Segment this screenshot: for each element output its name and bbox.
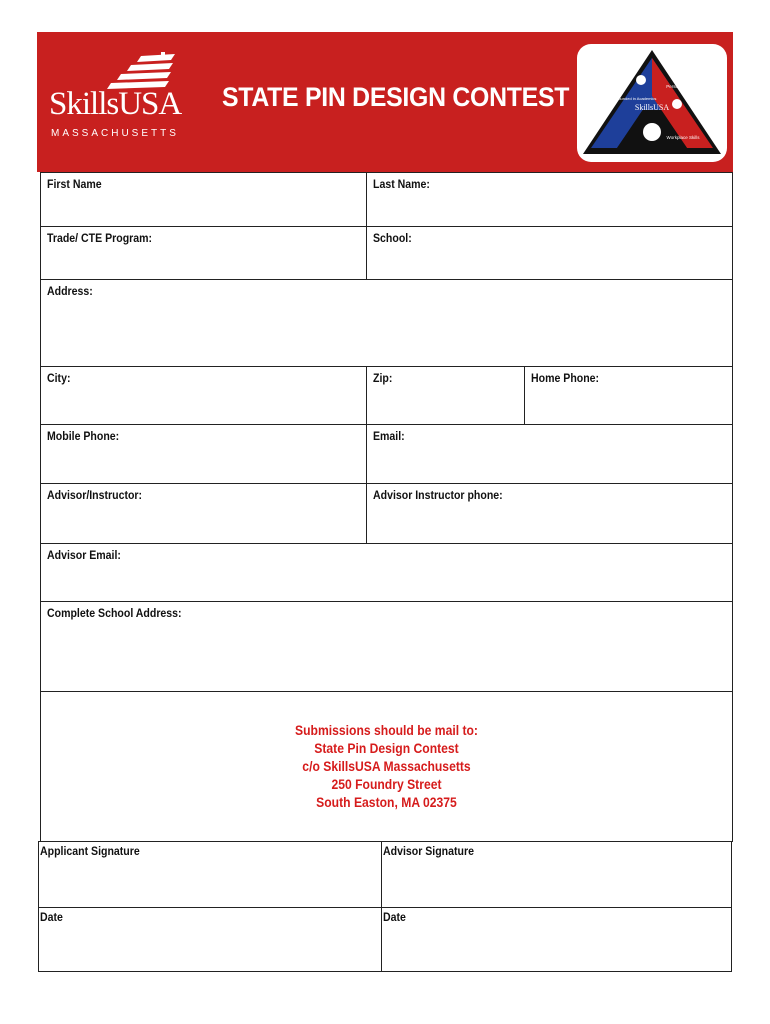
mailing-line-4: 250 Foundry Street bbox=[331, 777, 442, 792]
emblem-bottom-right-label: Workplace Skills bbox=[666, 135, 700, 140]
advisor-email-field[interactable] bbox=[41, 544, 732, 601]
advisor-date-field[interactable] bbox=[381, 908, 731, 971]
complete-school-address-field[interactable] bbox=[41, 602, 732, 691]
city-label: City: bbox=[47, 371, 71, 385]
mobile-phone-field[interactable] bbox=[41, 425, 366, 483]
mailing-line-5: South Easton, MA 02375 bbox=[316, 795, 457, 810]
applicant-signature-field[interactable] bbox=[39, 842, 381, 907]
first-name-field[interactable] bbox=[41, 173, 366, 226]
emblem-brand: SkillsUSA bbox=[634, 103, 670, 112]
zip-label: Zip: bbox=[373, 371, 393, 385]
triangle-emblem-icon bbox=[577, 44, 727, 162]
last-name-field[interactable] bbox=[366, 173, 732, 226]
page-title: STATE PIN DESIGN CONTEST bbox=[222, 82, 570, 112]
zip-field[interactable] bbox=[366, 367, 524, 424]
school-label: School: bbox=[373, 231, 412, 245]
school-field[interactable] bbox=[366, 227, 732, 279]
trade-program-field[interactable] bbox=[41, 227, 366, 279]
applicant-signature-label: Applicant Signature bbox=[40, 844, 140, 858]
last-name-label: Last Name: bbox=[373, 177, 430, 191]
skillsusa-emblem bbox=[577, 44, 727, 162]
mailing-line-2: State Pin Design Contest bbox=[314, 741, 459, 756]
advisor-phone-label: Advisor Instructor phone: bbox=[373, 488, 503, 502]
advisor-email-label: Advisor Email: bbox=[47, 548, 121, 562]
complete-school-address-label: Complete School Address: bbox=[47, 606, 182, 620]
email-label: Email: bbox=[373, 429, 405, 443]
advisor-instructor-label: Advisor/Instructor: bbox=[47, 488, 143, 502]
advisor-instructor-field[interactable] bbox=[41, 484, 366, 543]
mailing-line-1: Submissions should be mail to: bbox=[295, 723, 478, 738]
address-label: Address: bbox=[47, 284, 93, 298]
advisor-date-label: Date bbox=[383, 910, 406, 924]
mobile-phone-label: Mobile Phone: bbox=[47, 429, 120, 443]
address-field[interactable] bbox=[41, 280, 732, 366]
emblem-left-label: Technical Skills Grounded in Academics bbox=[585, 96, 657, 101]
trade-program-label: Trade/ CTE Program: bbox=[47, 231, 153, 245]
home-phone-label: Home Phone: bbox=[531, 371, 600, 385]
advisor-phone-field[interactable] bbox=[366, 484, 732, 543]
first-name-label: First Name bbox=[47, 177, 102, 191]
applicant-date-field[interactable] bbox=[39, 908, 381, 971]
signature-block bbox=[38, 841, 732, 972]
mailing-instructions bbox=[41, 692, 732, 841]
emblem-top-right-label: Personal Skills bbox=[666, 84, 696, 89]
email-field[interactable] bbox=[366, 425, 732, 483]
city-field[interactable] bbox=[41, 367, 366, 424]
advisor-signature-label: Advisor Signature bbox=[383, 844, 474, 858]
header-banner bbox=[37, 32, 733, 172]
mailing-line-3: c/o SkillsUSA Massachusetts bbox=[302, 759, 471, 774]
entry-form bbox=[40, 172, 733, 842]
brand-name: SkillsUSA bbox=[49, 86, 182, 122]
advisor-signature-field[interactable] bbox=[381, 842, 731, 907]
brand-region: MASSACHUSETTS bbox=[51, 128, 179, 139]
home-phone-field[interactable] bbox=[524, 367, 732, 424]
applicant-date-label: Date bbox=[40, 910, 63, 924]
